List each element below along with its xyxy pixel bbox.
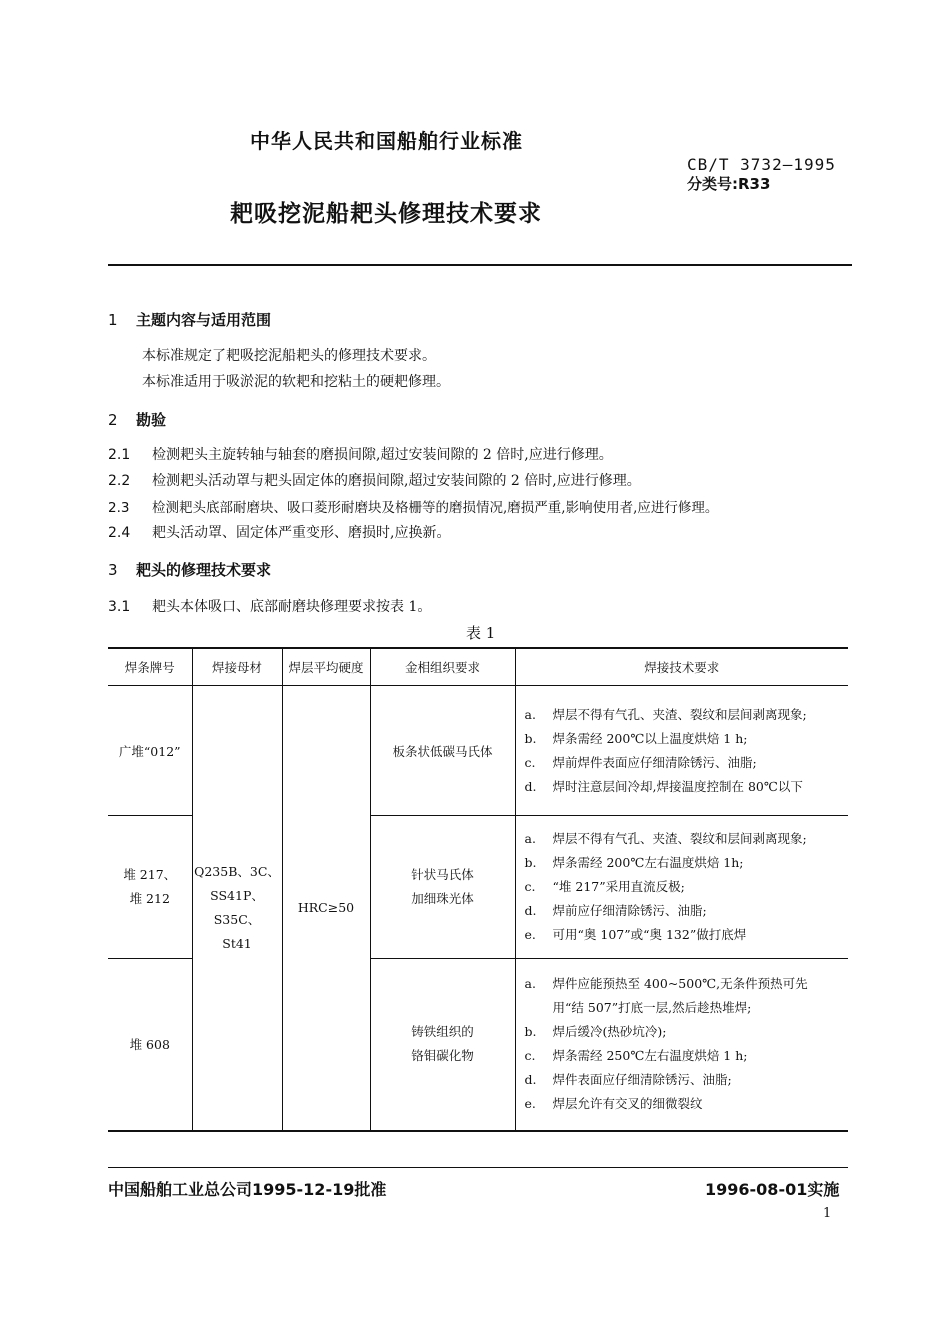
clause-number: 2.4 [108, 525, 131, 541]
structure-line: 加细珠光体 [411, 891, 474, 906]
footer-divider [108, 1167, 848, 1168]
item-letter: e. [524, 927, 536, 942]
item-letter: e. [524, 1096, 536, 1112]
clause-text: 检测耙头活动罩与耙头固定体的磨损间隙,超过安装间隙的 2 倍时,应进行修理。 [152, 473, 641, 489]
section-number: 2 [108, 411, 118, 429]
electrode-cell [108, 686, 192, 816]
clause-text: 检测耙头主旋转轴与轴套的磨损间隙,超过安装间隙的 2 倍时,应进行修理。 [152, 447, 613, 463]
item-letter: d. [524, 903, 537, 918]
list-item [525, 851, 848, 875]
clause-2-4 [108, 522, 450, 542]
structure-line: 铬钼碳化物 [411, 1048, 474, 1064]
clause-2-1 [108, 444, 613, 464]
item-letter: a. [524, 976, 536, 992]
list-item [525, 727, 848, 751]
section-title: 耙头的修理技术要求 [136, 561, 272, 579]
column-header: 金相组织要求 [370, 648, 515, 686]
electrode-name: 广堆“012” [118, 743, 181, 759]
item-letter: b. [524, 1024, 537, 1040]
item-letter: c. [524, 754, 536, 770]
structure-line: 铸铁组织的 [411, 1024, 474, 1040]
item-text: 焊前焊件表面应仔细清除锈污、油脂; [552, 754, 757, 770]
hardness-value: HRC≥50 [297, 900, 355, 916]
item-text: 可用“奥 107”或“奥 132”做打底焊 [552, 927, 747, 942]
clause-text: 耙头本体吸口、底部耐磨块修理要求按表 1。 [152, 599, 432, 615]
clause-text: 检测耙头底部耐磨块、吸口菱形耐磨块及格栅等的磨损情况,磨损严重,影响使用者,应进行修理。 [152, 500, 719, 516]
item-text: 焊前应仔细清除锈污、油脂; [552, 903, 707, 918]
item-text: 焊条需经 200℃左右温度烘焙 1h; [552, 855, 744, 870]
hardness-cell [282, 686, 370, 1131]
section-number: 1 [108, 311, 118, 329]
item-text: 焊件表面应仔细清除锈污、油脂; [552, 1072, 732, 1088]
requirements-list [517, 827, 848, 947]
list-item-continuation [525, 996, 848, 1020]
item-letter: d. [524, 778, 537, 794]
section-title: 主题内容与适用范围 [136, 311, 272, 329]
table-header-row [108, 648, 848, 686]
list-item [525, 972, 848, 996]
column-header: 焊条牌号 [108, 648, 192, 686]
list-item [525, 1020, 848, 1044]
welding-requirements-table [108, 647, 848, 1132]
paragraph: 本标准适用于吸淤泥的软耙和挖粘土的硬耙修理。 [142, 374, 450, 390]
column-header: 焊接技术要求 [515, 648, 848, 686]
item-letter: a. [524, 831, 536, 846]
base-material-cell [192, 686, 282, 1131]
list-item [525, 775, 848, 799]
electrode-cell [108, 816, 192, 959]
base-material-line: St41 [222, 935, 252, 951]
table-row [108, 686, 848, 816]
item-text: 焊条需经 250℃左右温度烘焙 1 h; [552, 1048, 748, 1064]
requirements-list [517, 703, 848, 799]
item-text: 焊层允许有交叉的细微裂纹 [552, 1096, 703, 1112]
clause-text: 耙头活动罩、固定体严重变形、磨损时,应换新。 [152, 525, 451, 541]
item-letter: c. [524, 879, 536, 894]
section-2-heading [108, 409, 166, 430]
electrode-name: 堆 608 [129, 1037, 170, 1053]
item-letter: b. [524, 730, 537, 746]
item-letter: b. [524, 855, 537, 870]
implementation-date: 1996-08-01实施 [705, 1180, 840, 1199]
structure-line: 针状马氏体 [411, 867, 474, 882]
clause-number: 3.1 [108, 599, 131, 615]
standard-code: CB/T 3732—1995 [687, 155, 836, 174]
section-title: 勘验 [136, 411, 167, 429]
approval-line: 中国船舶工业总公司1995-12-19批准 [108, 1180, 387, 1199]
clause-number: 2.3 [108, 500, 130, 516]
item-text: “堆 217”采用直流反极; [552, 879, 685, 894]
item-text: 用“结 507”打底一层,然后趁热堆焊; [552, 1000, 752, 1016]
item-letter: d. [524, 1072, 537, 1088]
header-divider [108, 264, 852, 266]
list-item [525, 703, 848, 727]
requirements-cell [515, 816, 848, 959]
list-item [525, 827, 848, 851]
clause-number: 2.1 [108, 447, 131, 463]
list-item [525, 875, 848, 899]
electrode-name: 堆 212 [129, 891, 170, 906]
section-1-heading [108, 309, 271, 330]
item-text: 焊条需经 200℃以上温度烘焙 1 h; [552, 730, 748, 746]
structure-cell [370, 959, 515, 1131]
electrode-name: 堆 217、 [123, 867, 177, 882]
list-item [525, 1068, 848, 1092]
item-text: 焊层不得有气孔、夹渣、裂纹和层间剥离现象; [552, 706, 807, 722]
structure-cell [370, 816, 515, 959]
requirements-cell [515, 959, 848, 1131]
standard-title: 中华人民共和国船舶行业标准 [250, 129, 523, 153]
list-item [525, 923, 848, 947]
item-text: 焊层不得有气孔、夹渣、裂纹和层间剥离现象; [552, 831, 807, 846]
list-item [525, 1044, 848, 1068]
column-header: 焊接母材 [192, 648, 282, 686]
table-caption: 表 1 [466, 624, 496, 642]
item-letter: c. [524, 1048, 536, 1064]
electrode-cell [108, 959, 192, 1131]
section-3-heading [108, 559, 271, 580]
clause-3-1 [108, 596, 431, 616]
page-number: 1 [823, 1206, 832, 1221]
requirements-cell [515, 686, 848, 816]
list-item [525, 751, 848, 775]
list-item [525, 1092, 848, 1116]
item-text: 焊后缓冷(热砂坑冷); [552, 1024, 667, 1040]
list-item [525, 899, 848, 923]
requirements-list [517, 972, 848, 1116]
base-material-line: SS41P、 [210, 887, 264, 903]
base-material-line: Q235B、3C、 [194, 863, 280, 879]
document-title: 耙吸挖泥船耙头修理技术要求 [230, 201, 542, 227]
structure-line: 板条状低碳马氏体 [392, 743, 493, 759]
clause-2-3 [108, 496, 718, 516]
section-number: 3 [108, 561, 118, 579]
item-text: 焊件应能预热至 400~500℃,无条件预热可先 [552, 976, 808, 992]
clause-2-2 [108, 470, 641, 490]
structure-cell [370, 686, 515, 816]
paragraph: 本标准规定了耙吸挖泥船耙头的修理技术要求。 [142, 348, 436, 364]
classification-number: 分类号:R33 [687, 175, 771, 193]
item-text: 焊时注意层间冷却,焊接温度控制在 80℃以下 [552, 778, 803, 794]
clause-number: 2.2 [108, 473, 131, 489]
base-material-line: S35C、 [213, 911, 261, 927]
item-letter: a. [524, 706, 536, 722]
column-header: 焊层平均硬度 [282, 648, 370, 686]
